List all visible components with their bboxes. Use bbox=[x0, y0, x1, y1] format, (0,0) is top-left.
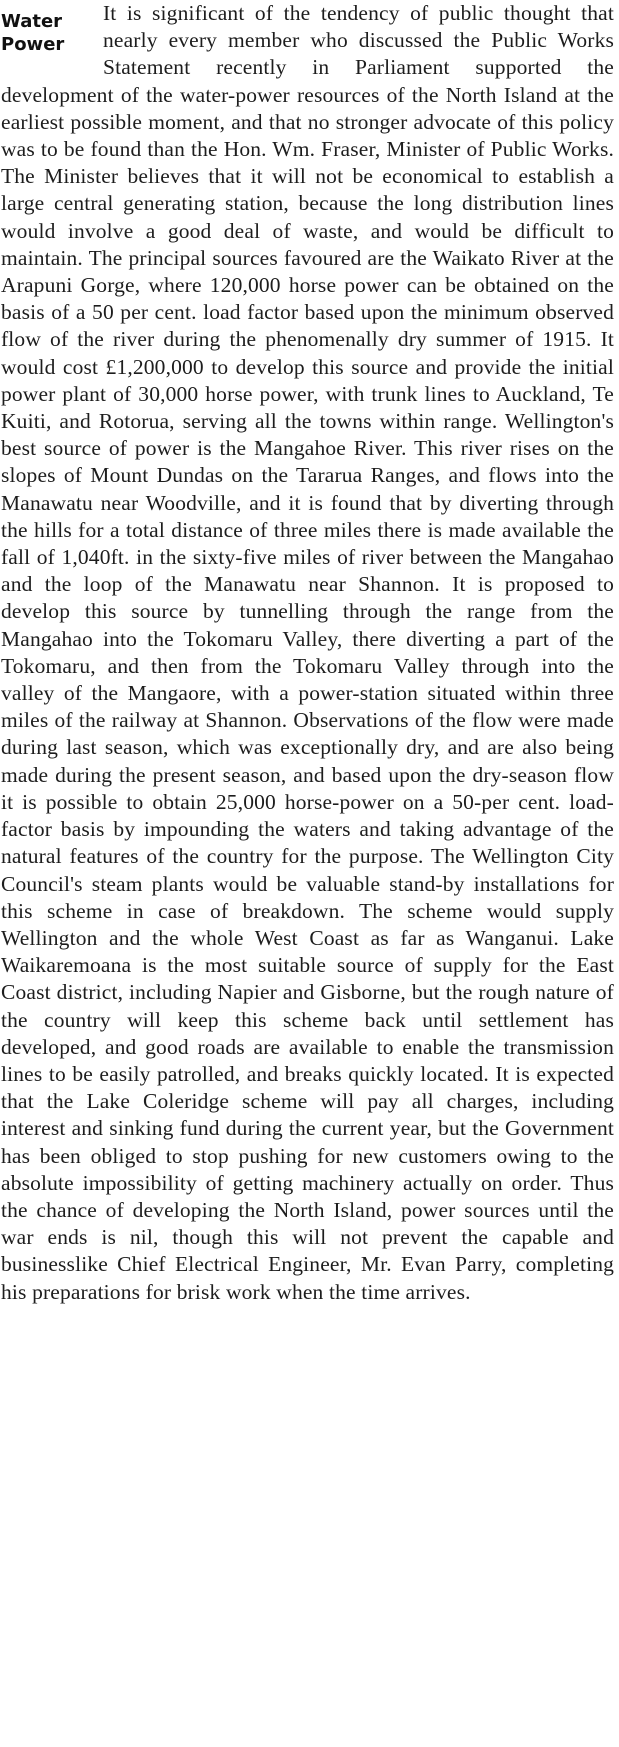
sidehead-line-2: Power bbox=[1, 34, 65, 55]
article-body: It is significant of the tendency of public thought that nearly every member who discussed the Public Works Statement recently in Parliament supported the development of the water-power resources of the North Island at the earliest possible moment, and that no stronger advocate of this policy was to be found than the Hon. Wm. Fraser, Minister of Public Works. The Minister believes that it will not be economical to establish a large central generating station, because the long distribution lines would involve a good deal of waste, and would be difficult to maintain. The principal sources favoured are the Waikato River at the Arapuni Gorge, where 120,000 horse power can be obtained on the basis of a 50 per cent. load factor based upon the minimum observed flow of the river during the phenomenally dry summer of 1915. It would cost £1,200,000 to develop this source and provide the initial power plant of 30,000 horse power, with trunk lines to Auckland, Te Kuiti, and Rotorua, serving all the towns within range. Wellington's best source of power is the Mangahoe River. This river rises on the slopes of Mount Dundas on the Tararua Ranges, and flows into the Manawatu near Woodville, and it is found that by diverting through the hills for a total distance of three miles there is made available the fall of 1,040ft. in the sixty-five miles of river between the Mangahao and the loop of the Manawatu near Shannon. It is proposed to develop this source by tunnelling through the range from the Mangahao into the Tokomaru Valley, there diverting a part of the Tokomaru, and then from the Tokomaru Valley through into the valley of the Mangaore, with a power-station situated within three miles of the railway at Shannon. Observations of the flow were made during last season, which was exceptionally dry, and are also being made during the present season, and based upon the dry-season flow it is possible to obtain 25,000 horse-power on a 50-per cent. load-factor basis by impounding the waters and taking advantage of the natural features of the country for the purpose. The Wellington City Council's steam plants would be valuable stand-by installations for this scheme in case of breakdown. The scheme would supply Wellington and the whole West Coast as far as Wanganui. Lake Waikaremoana is the most suitable source of supply for the East Coast district, including Napier and Gisborne, but the rough nature of the country will keep this scheme back until settlement has developed, and good roads are available to enable the transmission lines to be easily patrolled, and breaks quickly located. It is expected that the Lake Coleridge scheme will pay all charges, including interest and sinking fund during the current year, but the Government has been obliged to stop pushing for new customers owing to the absolute impossibility of getting machinery actually on order. Thus the chance of developing the North Island, power sources until the war ends is nil, though this will not prevent the capable and businesslike Chief Electrical Engineer, Mr. Evan Parry, completing his preparations for brisk work when the time arrives. bbox=[1, 1, 614, 1304]
article-sidehead bbox=[1, 10, 99, 56]
sidehead-line-1: Water bbox=[1, 11, 63, 32]
article-water-power bbox=[1, 0, 614, 1306]
